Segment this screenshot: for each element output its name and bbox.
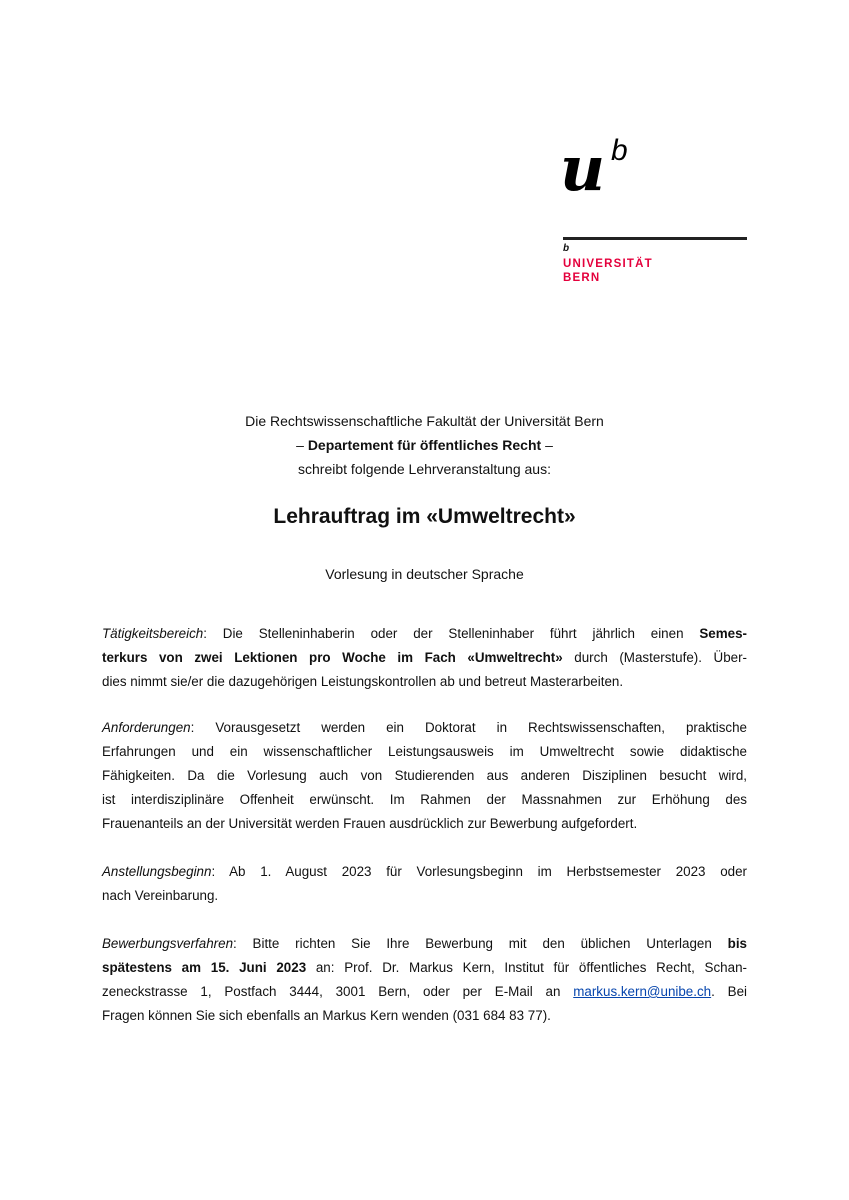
section-label: Anforderungen xyxy=(102,720,191,735)
intro-line3: schreibt folgende Lehrveranstaltung aus: xyxy=(298,461,551,477)
dash: – xyxy=(541,437,553,453)
text-run: dies nimmt sie/er die dazugehörigen Leistungskontrollen ab und betreut Masterarbeiten. xyxy=(102,674,624,689)
logo-mark-b: b xyxy=(611,134,628,167)
text-run: terkurs von zwei Lektionen pro Woche im Fach «Umweltrecht» xyxy=(102,650,563,665)
logo-name xyxy=(563,257,653,285)
text-line xyxy=(102,812,747,836)
text-line xyxy=(102,716,747,740)
text-run: zeneckstrasse 1, Postfach 3444, 3001 Bern, oder per E-Mail an xyxy=(102,984,574,999)
text-line xyxy=(102,956,747,980)
text-line xyxy=(102,1004,747,1028)
paragraph-taetigkeitsbereich xyxy=(102,622,747,694)
text-line xyxy=(102,788,747,812)
text-run: : Ab 1. August 2023 für Vorlesungsbeginn im Herbstsemester 2023 oder xyxy=(211,864,747,879)
logo-name-line2: BERN xyxy=(563,272,601,284)
section-label: Tätigkeitsbereich xyxy=(102,626,204,641)
text-run: durch (Masterstufe). Über- xyxy=(562,650,748,665)
logo-mark-u: u xyxy=(560,132,606,205)
dash: – xyxy=(296,437,308,453)
section-label: Bewerbungsverfahren xyxy=(102,936,234,951)
text-run: nach Vereinbarung. xyxy=(102,888,219,903)
text-line xyxy=(102,932,747,956)
paragraph-bewerbungsverfahren xyxy=(102,932,747,1028)
document-subtitle: Vorlesung in deutscher Sprache xyxy=(325,566,524,582)
text-run: : Bitte richten Sie Ihre Bewerbung mit den üblichen Unterlagen xyxy=(233,936,728,951)
intro-line2 xyxy=(0,433,849,457)
document-title: Lehrauftrag im «Umweltrecht» xyxy=(273,505,576,528)
text-run: ist interdisziplinäre Offenheit erwünscht. Im Rahmen der Massnahmen zur Erhöhung des xyxy=(102,792,747,807)
text-run: bis xyxy=(727,936,747,951)
text-run: spätestens am 15. Juni 2023 xyxy=(102,960,307,975)
text-run: Erfahrungen und ein wissenschaftlicher Leistungsausweis im Umweltrecht sowie didaktische xyxy=(102,744,747,759)
paragraph-anforderungen xyxy=(102,716,747,836)
text-run: Fähigkeiten. Da die Vorlesung auch von Studierenden aus anderen Disziplinen besucht wird, xyxy=(102,768,747,783)
email-link[interactable]: markus.kern@unibe.ch xyxy=(573,984,712,999)
logo-name-line1: UNIVERSITÄT xyxy=(563,258,653,270)
intro xyxy=(0,409,849,481)
text-line xyxy=(102,670,747,694)
text-line xyxy=(102,646,747,670)
text-run: Fragen können Sie sich ebenfalls an Markus Kern wenden (031 684 83 77). xyxy=(102,1008,551,1023)
text-line xyxy=(102,860,747,884)
text-line xyxy=(102,740,747,764)
text-run: . Bei xyxy=(711,984,748,999)
logo-rule xyxy=(563,237,747,240)
text-line xyxy=(102,622,747,646)
text-run: : Die Stelleninhaberin oder der Stelleninhaber führt jährlich einen xyxy=(203,626,700,641)
department-name: Departement für öffentliches Recht xyxy=(307,437,542,453)
paragraph-anstellungsbeginn xyxy=(102,860,747,908)
text-line xyxy=(102,884,747,908)
text-run: Semes- xyxy=(699,626,747,641)
text-line xyxy=(102,764,747,788)
text-line xyxy=(102,980,747,1004)
text-run: : Vorausgesetzt werden ein Doktorat in Rechtswissenschaften, praktische xyxy=(190,720,747,735)
text-run: an: Prof. Dr. Markus Kern, Institut für öffentliches Recht, Schan- xyxy=(306,960,747,975)
text-run: Frauenanteils an der Universität werden Frauen ausdrücklich zur Bewerbung aufgefordert. xyxy=(102,816,638,831)
section-label: Anstellungsbeginn xyxy=(102,864,212,879)
logo-small-b: b xyxy=(563,243,570,254)
intro-line1: Die Rechtswissenschaftliche Fakultät der Universität Bern xyxy=(245,413,604,429)
